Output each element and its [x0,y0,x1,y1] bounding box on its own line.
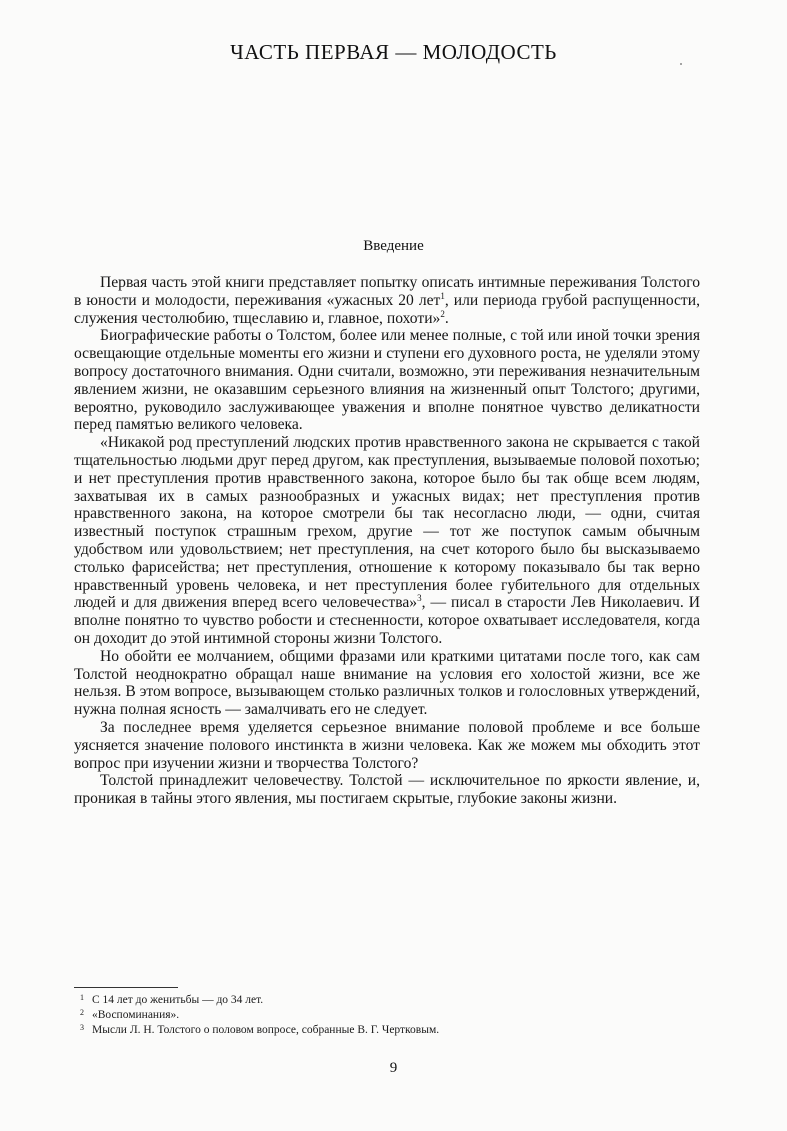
paragraph-text: , или периода грубой распущенности, служения честолюбию, тщеславию и, главное, похоти» [74,291,700,327]
footnotes [74,993,694,1038]
footnote-number: 2 [80,1008,84,1017]
footnote-text: «Воспоминания». [92,1009,180,1021]
footnote-text: Мысли Л. Н. Толстого о половом вопросе, собранные В. Г. Чертковым. [92,1024,440,1036]
paragraph [74,719,700,772]
footnote [74,993,694,1008]
footnote [74,1008,694,1023]
paragraph-text: За последнее время уделяется серьезное внимание половой проблеме и все больше уясняется значение полового инстинкта в жизни человека. Как же можем мы обходить этот вопрос при изучении жизни и творчества Толстого? [74,718,700,772]
footnote-number: 1 [80,993,84,1002]
paragraph [74,648,700,719]
paragraph [74,327,700,434]
body-text [74,274,700,808]
footnote-divider [74,987,178,988]
footnote [74,1023,694,1038]
paragraph-text: . [444,309,449,327]
scan-speck [680,63,682,65]
footnote-ref: 2 [440,308,445,319]
paragraph-text: Биографические работы о Толстом, более или менее полные, с той или иной точки зрения освещающие отдельные моменты его жизни и ступени его духовного роста, не уделяли этому вопросу достаточного внимания. Одни считали, возможно, эти переживания незначительным явлением жизни, не оказавшим серьезного влияния на жизненный опыт Толстого; другими, вероятно, руководило заслуживающее уважения и вполне понятное чувство деликатности перед памятью великого человека. [74,327,700,434]
paragraph-text: «Никакой род преступлений людских против нравственного закона не скрывается с такой тщательностью людьми друг перед другом, как преступления, вызываемые половой похотью; и нет преступления против нравственного закона, которое было бы так обще всем людям, захватывая их в самых разнообразных и ужасных видах; нет преступления против нравственного закона, на которое смотрели бы так несогласно люди, — одни, считая известный поступок страшным грехом, другие — тот же поступок самым обычным удобством или удовольствием; нет преступления, на счет которого было бы высказываемо столько фарисейства; нет преступления, отношение к которому показывало бы так верно нравственный уровень человека, и нет преступления более губительного для отдельных людей и для движения вперед всего человечества» [74,434,700,612]
paragraph [74,434,700,648]
footnote-ref: 3 [417,593,422,604]
paragraph-text: Первая часть этой книги представляет попытку описать интимные переживания Толстого в юности и молодости, переживания «ужасных 20 лет [74,274,700,309]
paragraph-text: , — писал в старости Лев Николаевич. И вполне понятно то чувство робости и стесненности, которое охватывает исследователя, когда он доходит до этой интимной стороны жизни Толстого. [74,594,700,647]
part-title: ЧАСТЬ ПЕРВАЯ — МОЛОДОСТЬ [230,40,557,64]
section-heading: Введение [363,238,424,254]
footnote-ref: 1 [440,290,445,301]
paragraph-text: Но обойти ее молчанием, общими фразами или краткими цитатами после того, как сам Толстой неоднократно обращал наше внимание на условия его холостой жизни, все же нельзя. В этом вопросе, вызывающем столько различных толков и голословных утверждений, нужна полная ясность — замалчивать его не следует. [74,647,700,719]
paragraph-text: Толстой принадлежит человечеству. Толстой — исключительное по яркости явление, и, проникая в тайны этого явления, мы постигаем скрытые, глубокие законы жизни. [74,772,700,808]
paragraph [74,274,700,327]
page-number: 9 [389,1060,398,1076]
footnote-number: 3 [80,1023,84,1032]
footnote-text: С 14 лет до женитьбы — до 34 лет. [92,994,264,1006]
paragraph [74,772,700,808]
